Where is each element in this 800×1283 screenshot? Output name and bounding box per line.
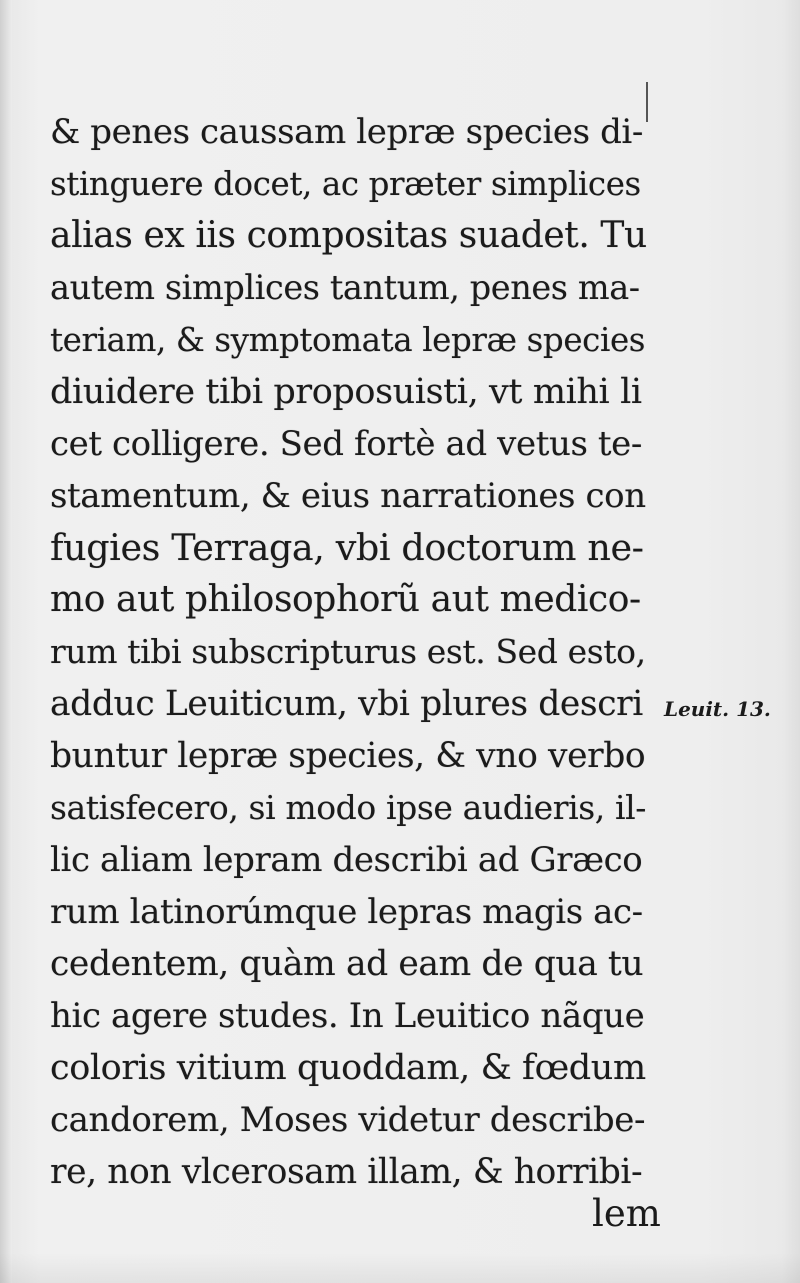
text-line: coloris vitium quoddam, & fœdum: [50, 1048, 646, 1088]
ink-mark: [646, 82, 648, 122]
catchword: lem: [592, 1192, 661, 1235]
text-line: candorem, Moses videtur describe-: [50, 1100, 646, 1140]
text-line: rum tibi subscripturus est. Sed esto,: [50, 632, 646, 671]
text-line: teriam, & symptomata lepræ species: [50, 321, 646, 359]
text-line: satisfecero, si modo ipse audieris, il-: [50, 788, 647, 827]
text-line: stamentum, & eius narrationes con: [50, 476, 646, 516]
text-line: cedentem, quàm ad eam de qua tu: [50, 944, 644, 984]
text-line: autem simplices tantum, penes ma-: [50, 268, 640, 307]
text-line: lic aliam lepram describi ad Græco: [50, 840, 643, 880]
text-line: adduc Leuiticum, vbi plures descri: [50, 684, 643, 724]
text-line: fugies Terraga, vbi doctorum ne-: [50, 526, 644, 569]
page-edge: [782, 0, 800, 1283]
marginal-note: Leuit. 13.: [664, 697, 771, 721]
page-bottom-shadow: [0, 1253, 800, 1283]
text-line: alias ex iis compositas suadet. Tu: [50, 215, 647, 256]
binding-shadow: [0, 0, 12, 1283]
text-line: diuidere tibi proposuisti, vt mihi li: [50, 372, 642, 412]
text-line: re, non vlcerosam illam, & horribi-: [50, 1152, 643, 1192]
text-line: mo aut philosophorũ aut medico-: [50, 579, 641, 620]
text-line: stinguere docet, ac præter simplices: [50, 165, 641, 203]
text-line: hic agere studes. In Leuitico nãque: [50, 996, 645, 1036]
text-line: buntur lepræ species, & vno verbo: [50, 736, 646, 776]
text-line: cet colligere. Sed fortè ad vetus te-: [50, 424, 642, 464]
text-line: & penes caussam lepræ species di-: [50, 112, 643, 152]
text-line: rum latinorúmque lepras magis ac-: [50, 892, 643, 932]
